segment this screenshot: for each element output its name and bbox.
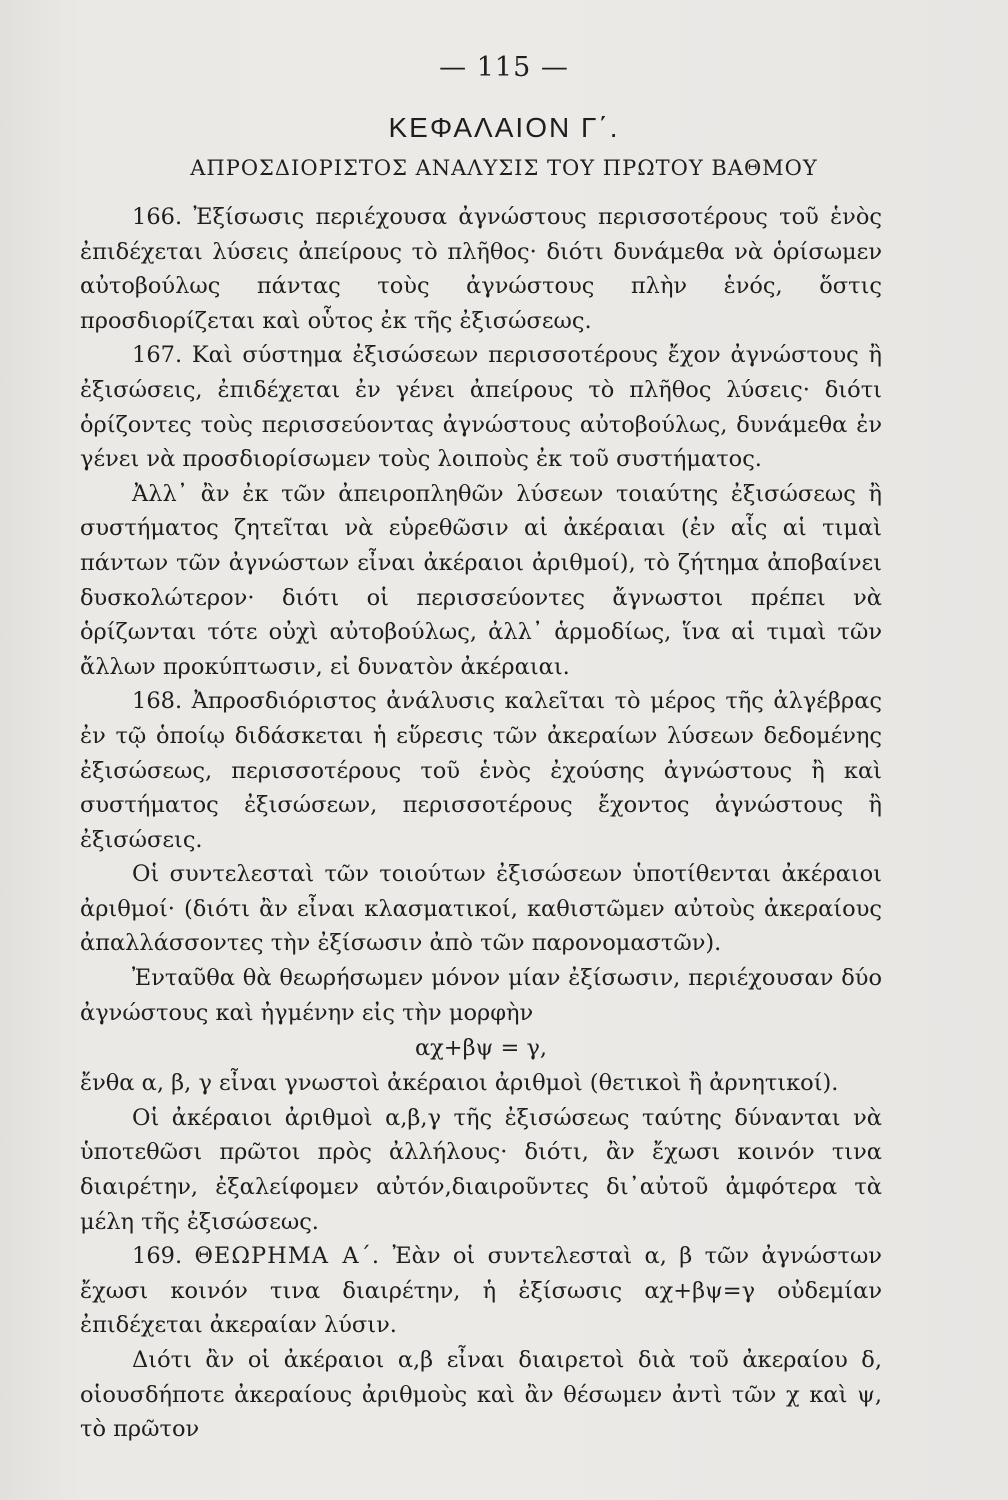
paragraph-after-equation: ἔνθα α, β, γ εἶναι γνωστοὶ ἀκέραιοι ἀριθμοὶ (θετικοὶ ἢ ἀρνητικοί). — [80, 1070, 839, 1097]
paragraph-coefficients — [80, 857, 882, 961]
paragraph-text: Ἀπροσδιόριστος ἀνάλυσις καλεῖται τὸ μέρος τῆς ἀλγέβρας ἐν τῷ ὁποίῳ διδάσκεται ἡ εὕρεσις τῶν ἀκεραίων λύσεων δεδομένης ἐξισώσεως, περισσοτέρους τοῦ ἑνὸς ἐχούσης ἀγνώστους ἢ καὶ συστήματος ἐξισώσεων, περισσοτέρους ἔχοντος ἀγνώστους ἢ ἐξισώσεις. — [80, 688, 882, 853]
theorem-text: Ἐὰν οἱ συντελεσταὶ α, β τῶν ἀγνώστων ἔχωσι κοινόν τινα διαιρέτην, ἡ ἐξίσωσις αχ+βψ=γ οὐδεμίαν ἐπιδέχεται ἀκεραίαν λύσιν. — [80, 1243, 882, 1339]
paragraph-text: Καὶ σύστημα ἐξισώσεων περισσοτέρους ἔχον ἀγνώστους ἢ ἐξισώσεις, ἐπιδέχεται ἐν γένει ἀπείρους τὸ πλῆθος λύσεις· διότι ὁρίζοντες τοὺς περισσεύοντας ἀγνώστους αὐτοβούλως, δυνάμεθα ἐν γένει νὰ προσδιορίσωμεν τοὺς λοιποὺς ἐκ τοῦ συστήματος. — [80, 342, 882, 473]
paragraph-text: Οἱ συντελεσταὶ τῶν τοιούτων ἐξισώσεων ὑποτίθενται ἀκέραιοι ἀριθμοί· (διότι ἂν εἶναι κλασματικοί, καθιστῶμεν αὐτοὺς ἀκεραίους ἀπαλλάσσοντες τὴν ἐξίσωσιν ἀπὸ τῶν παρονομαστῶν). — [80, 861, 882, 957]
section-number: 166. — [132, 204, 183, 230]
page-body — [80, 200, 882, 1447]
paragraph-proof: Διότι ἂν οἱ ἀκέραιοι α,β εἶναι διαιρετοὶ διὰ τοῦ ἀκεραίου δ, οἱουσδήποτε ἀκεραίους ἀριθμοὺς καὶ ἂν θέσωμεν ἀντὶ τῶν χ καὶ ψ, τὸ πρῶτον — [80, 1347, 882, 1443]
paragraph-text: Οἱ ἀκέραιοι ἀριθμοὶ α,β,γ τῆς ἐξισώσεως ταύτης δύνανται νὰ ὑποτεθῶσι πρῶτοι πρὸς ἀλλήλους· διότι, ἂν ἔχωσι κοινόν τινα διαιρέτην, ἐξαλείφομεν αὐτόν,διαιροῦντες δι᾽αὐτοῦ ἀμφότερα τὰ μέλη τῆς ἐξισώσεως. — [80, 1104, 882, 1235]
equation: αχ+βψ = γ, — [414, 1035, 548, 1062]
paragraph-text: Ἐνταῦθα θὰ θεωρήσωμεν μόνον μίαν ἐξίσωσιν, περιέχουσαν δύο ἀγνώστους καὶ ἠγμένην εἰς τὴν μορφὴν — [80, 965, 882, 1026]
page-number: — 115 — — [439, 52, 569, 83]
paragraph-168 — [80, 684, 882, 857]
paragraph-167-continued — [80, 477, 882, 685]
section-number: 167. — [132, 342, 183, 369]
paragraph-text: Ἀλλ᾽ ἂν ἐκ τῶν ἀπειροπληθῶν λύσεων τοιαύτης ἐξισώσεως ἢ συστήματος ζητεῖται νὰ εὑρεθῶσιν αἱ ἀκέραιαι (ἐν αἷς αἱ τιμαὶ πάντων τῶν ἀγνώστων εἶναι ἀκέραιοι ἀριθμοί), τὸ ζήτημα ἀποβαίνει δυσκολώτερον· διότι οἱ περισσεύοντες ἄγνωστοι πρέπει νὰ ὁρίζωνται τότε οὐχὶ αὐτοβούλως, ἀλλ᾽ ἁρμοδίως, ἵνα αἱ τιμαὶ τῶν ἄλλων προκύπτωσιν, εἰ δυνατὸν ἀκέραιαι. — [80, 480, 882, 680]
section-number: 168. — [132, 688, 183, 715]
paragraph-167 — [80, 338, 882, 476]
paragraph-166 — [80, 200, 882, 338]
section-number: 169. — [132, 1243, 183, 1270]
theorem-label: ΘΕΩΡΗΜΑ Α΄. — [194, 1243, 381, 1270]
paragraph-coprime — [80, 1101, 882, 1239]
chapter-title: ΚΕΦΑΛΑΙΟΝ Γ΄. — [388, 112, 620, 143]
paragraph-form — [80, 961, 882, 1030]
chapter-subtitle: ΑΠΡΟΣΔΙΟΡΙΣΤΟΣ ΑΝΑΛΥΣΙΣ ΤΟΥ ΠΡΩΤΟΥ ΒΑΘΜΟΥ — [190, 156, 818, 180]
theorem-169 — [80, 1239, 882, 1343]
paragraph-text: Ἐξίσωσις περιέχουσα ἀγνώστους περισσοτέρους τοῦ ἑνὸς ἐπιδέχεται λύσεις ἀπείρους τὸ πλῆθος· διότι δυνάμεθα νὰ ὁρίσωμεν αὐτοβούλως πάντας τοὺς ἀγνώστους πλὴν ἑνός, ὅστις προσδιορίζεται καὶ οὗτος ἐκ τῆς ἐξισώσεως. — [80, 204, 882, 334]
